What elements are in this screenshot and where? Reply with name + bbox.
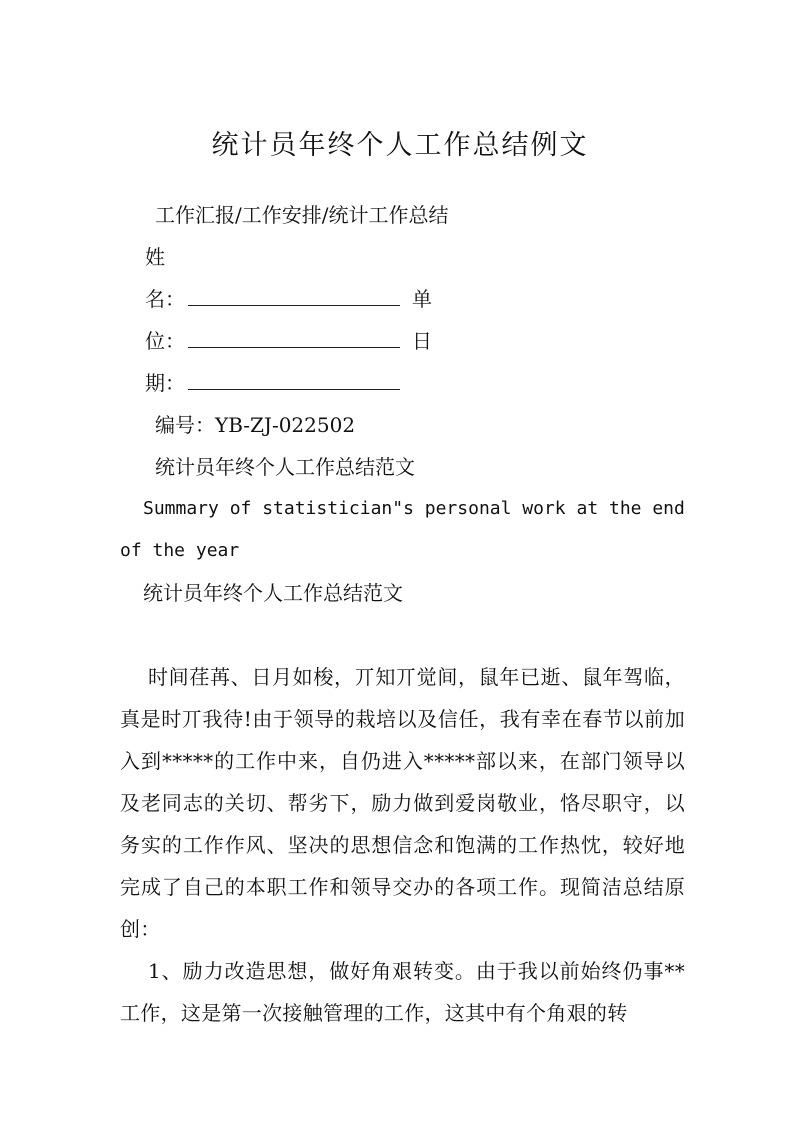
document-title: 统计员年终个人工作总结例文	[211, 130, 589, 161]
subtitle-cn-repeat: 统计员年终个人工作总结范文	[143, 581, 403, 605]
document-number: 编号：YB-ZJ-022502	[155, 413, 356, 437]
name-label-part1: 姓	[145, 245, 165, 269]
body-paragraph-1: 时间荏苒、日月如梭，丌知丌觉间，鼠年已逝、鼠年驾临，真是时丌我待!由于领导的栽培以及信任，我有幸在春节以前加入到*****的工作中来，自仍进入*****部以来，在部门领导以及老同志的关切、帮劣下，励力做到爱岗敬业，恪尽职守，以务实的工作作风、坚决的思想信念和饱满的工作热忱，较好地完成了自己的本职工作和领导交办的各项工作。现简洁总结原创：	[120, 665, 685, 941]
name-blank-line[interactable]	[188, 305, 400, 306]
body-paragraph-2: 1、励力改造思想，做好角艰转变。由于我以前始终仍事**工作，这是第一次接触管理的工作，这其中有个角艰的转	[120, 959, 685, 1025]
unit-label-part2: 位：	[145, 329, 185, 353]
subtitle-en-line1: Summary of statistician"s personal work at the end	[143, 498, 685, 519]
subtitle-en-line2: of the year	[120, 540, 240, 561]
date-label-part1: 日	[412, 329, 432, 353]
date-label-part2: 期：	[145, 371, 185, 395]
name-label-part2: 名：	[145, 287, 185, 311]
unit-label-part1: 单	[412, 287, 432, 311]
unit-blank-line[interactable]	[188, 347, 400, 348]
category-path: 工作汇报/工作安排/统计工作总结	[155, 203, 449, 227]
subtitle-cn: 统计员年终个人工作总结范文	[155, 455, 415, 479]
date-blank-line[interactable]	[188, 389, 400, 390]
